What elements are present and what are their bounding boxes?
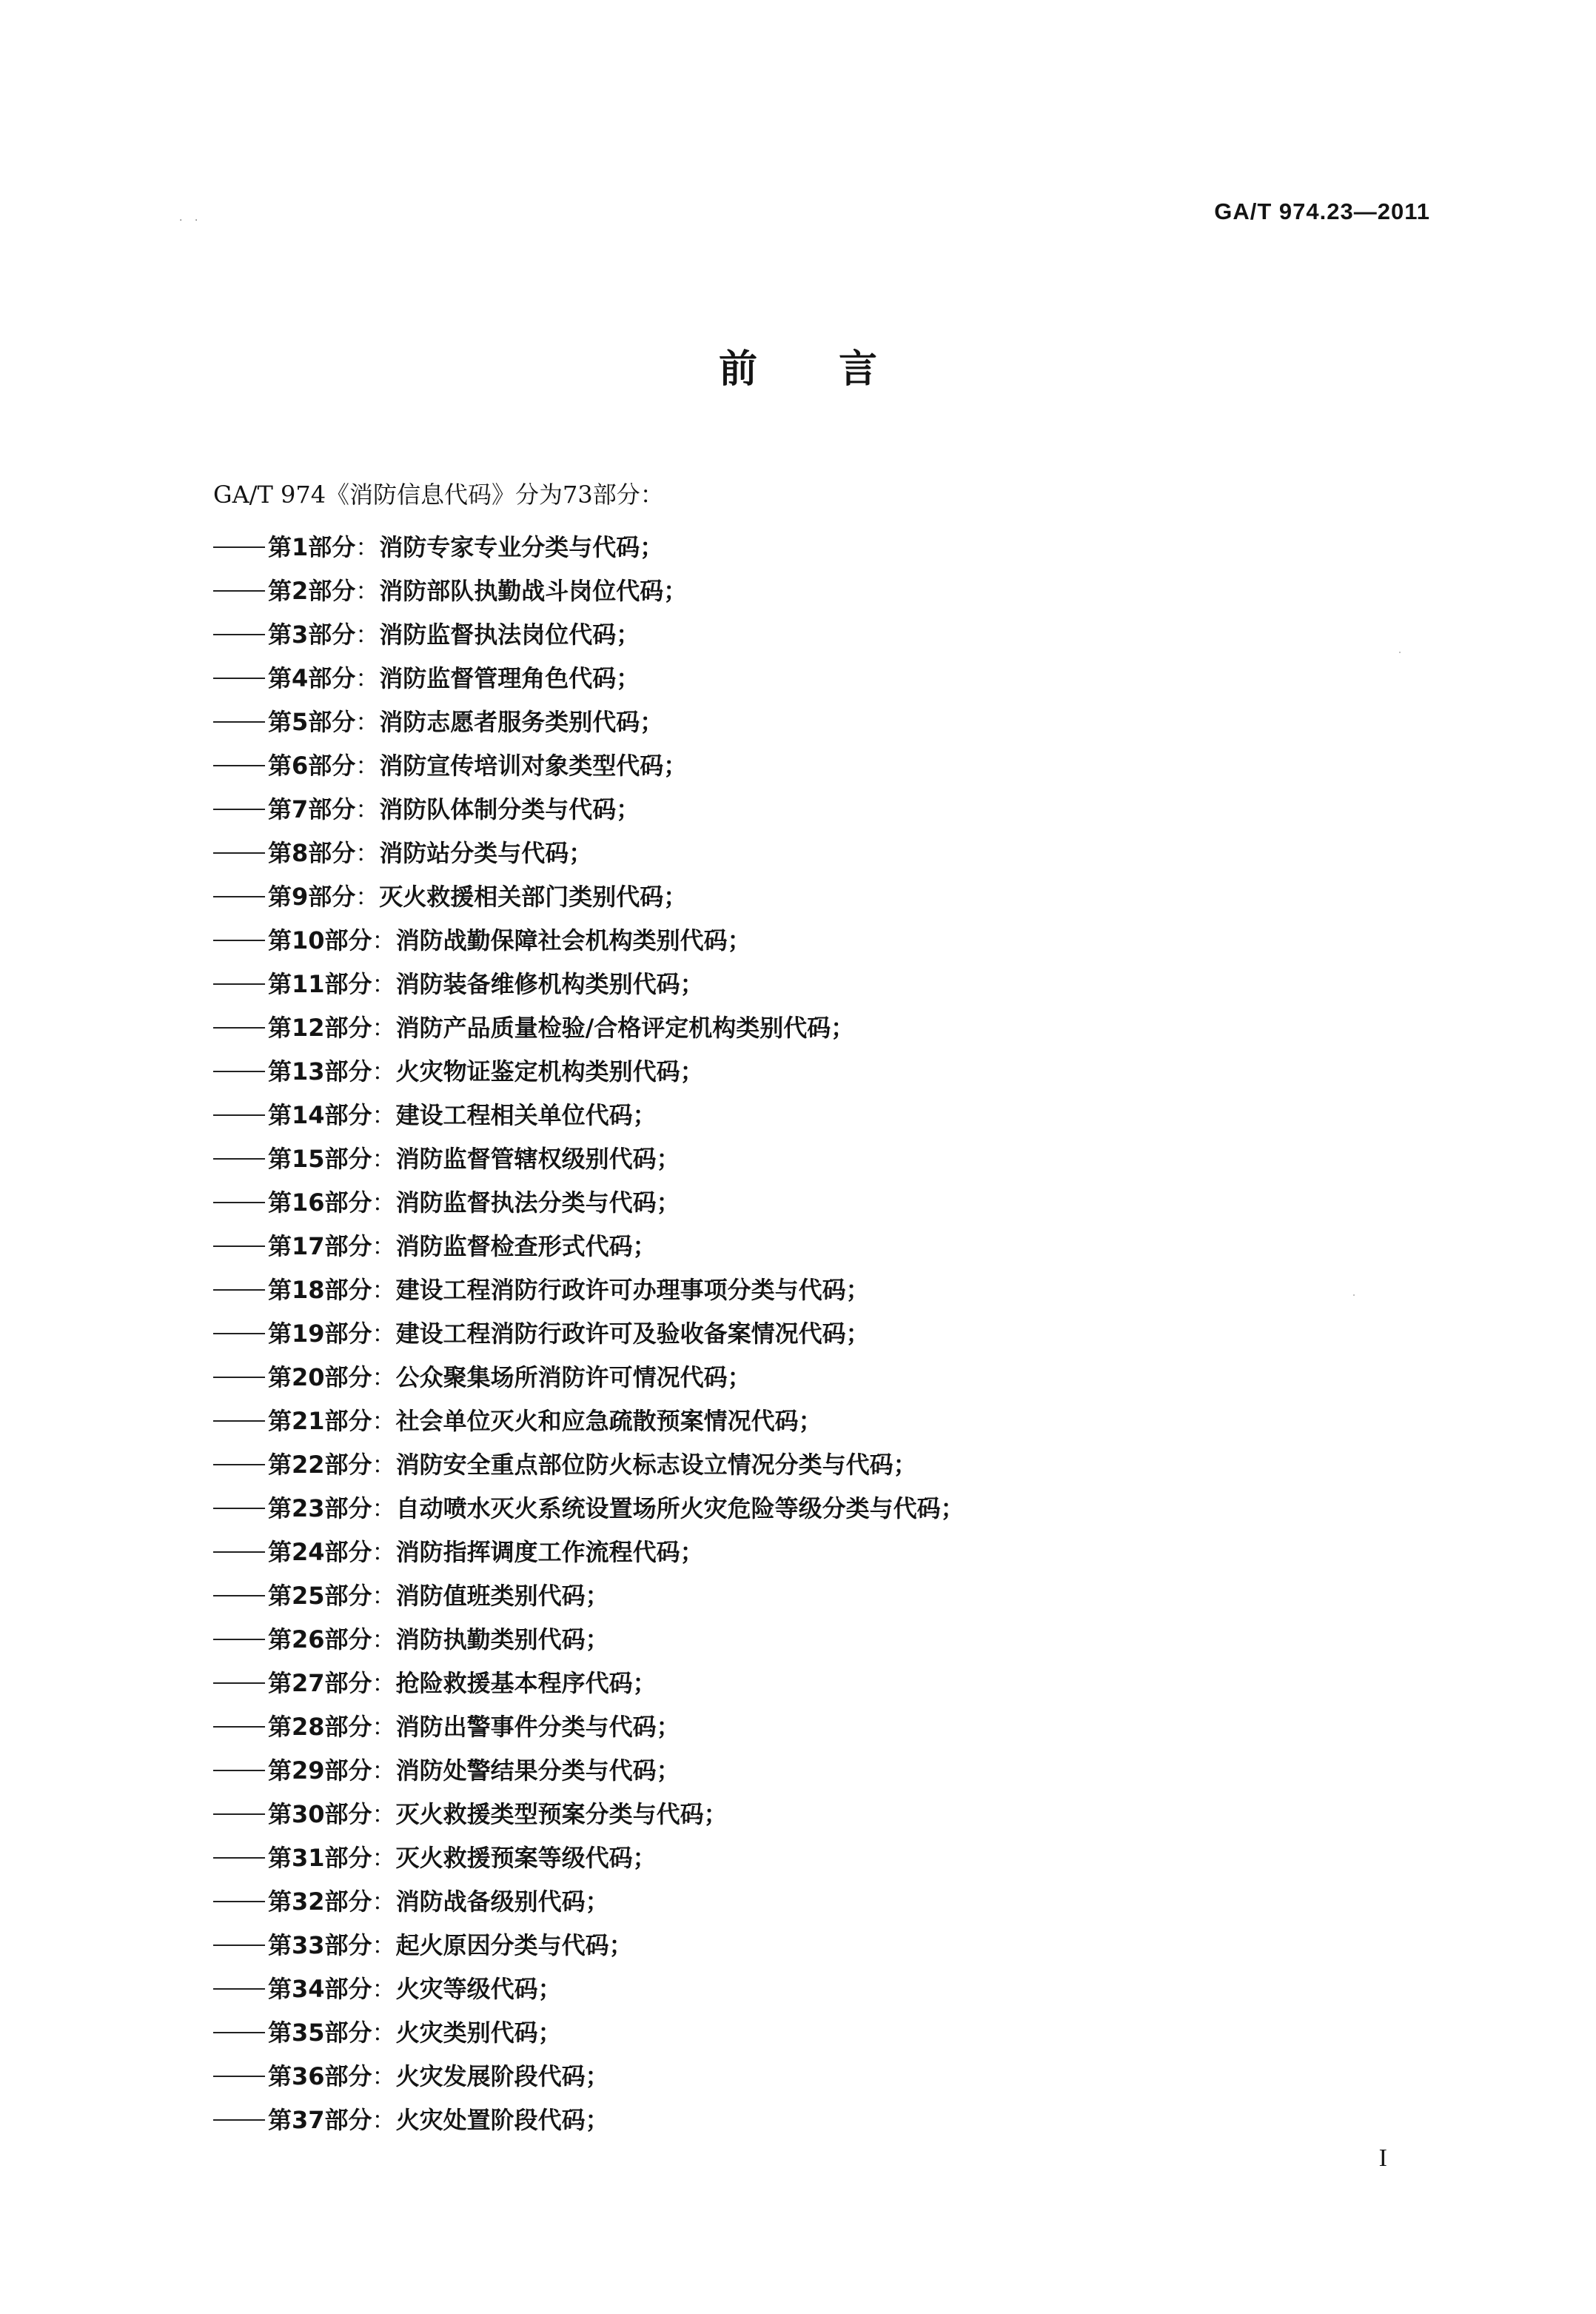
part-title: 建设工程消防行政许可办理事项分类与代码；: [395, 1276, 870, 1304]
part-list-item: [213, 2011, 965, 2055]
part-number-label: 第17部分: [268, 1232, 372, 1260]
part-list-item: [213, 1487, 965, 1531]
part-list-item: [213, 1050, 965, 1094]
part-separator: ：: [355, 839, 380, 867]
part-separator: ：: [355, 795, 380, 823]
part-title: 火灾类别代码；: [395, 2019, 562, 2047]
part-separator: ：: [355, 621, 380, 649]
em-dash-marker: [213, 809, 265, 810]
part-title: 消防执勤类别代码；: [395, 1625, 609, 1653]
em-dash-marker: [213, 765, 265, 766]
part-number-label: 第24部分: [268, 1538, 372, 1566]
part-separator: ：: [372, 1494, 396, 1522]
part-separator: ：: [372, 1188, 396, 1217]
part-separator: ：: [372, 1057, 396, 1086]
part-list-item: [213, 657, 965, 700]
part-title: 消防宣传培训对象类型代码；: [379, 752, 688, 780]
part-title: 抢险救援基本程序代码；: [395, 1669, 657, 1697]
part-number-label: 第5部分: [268, 708, 356, 736]
part-title: 建设工程相关单位代码；: [395, 1101, 657, 1129]
part-title: 消防战勤保障社会机构类别代码；: [395, 926, 751, 954]
part-separator: ：: [372, 1014, 396, 1042]
part-number-label: 第31部分: [268, 1844, 372, 1872]
part-list-item: [213, 875, 965, 919]
em-dash-marker: [213, 634, 265, 635]
part-number-label: 第12部分: [268, 1014, 372, 1042]
em-dash-marker: [213, 1245, 265, 1247]
part-number-label: 第33部分: [268, 1931, 372, 1959]
part-separator: ：: [372, 1538, 396, 1566]
em-dash-marker: [213, 1464, 265, 1465]
part-separator: ：: [372, 1800, 396, 1828]
part-title: 社会单位灭火和应急疏散预案情况代码；: [395, 1407, 822, 1435]
part-separator: ：: [372, 970, 396, 998]
part-number-label: 第19部分: [268, 1320, 372, 1348]
em-dash-marker: [213, 2076, 265, 2077]
part-title: 火灾物证鉴定机构类别代码；: [395, 1057, 704, 1086]
em-dash-marker: [213, 1071, 265, 1072]
part-list-item: [213, 788, 965, 832]
part-list-item: [213, 1181, 965, 1225]
part-list-item: [213, 1793, 965, 1836]
part-list-item: [213, 1618, 965, 1662]
part-number-label: 第25部分: [268, 1582, 372, 1610]
part-separator: ：: [372, 1101, 396, 1129]
part-list-item: [213, 1443, 965, 1487]
part-separator: ：: [372, 2106, 396, 2134]
part-title: 火灾等级代码；: [395, 1975, 562, 2003]
part-number-label: 第35部分: [268, 2019, 372, 2047]
part-title: 消防队体制分类与代码；: [379, 795, 640, 823]
part-list-item: [213, 569, 965, 613]
part-list-item: [213, 613, 965, 657]
part-list-item: [213, 1967, 965, 2011]
part-number-label: 第23部分: [268, 1494, 372, 1522]
part-title: 消防装备维修机构类别代码；: [395, 970, 704, 998]
part-title: 消防值班类别代码；: [395, 1582, 609, 1610]
part-separator: ：: [372, 2019, 396, 2047]
part-number-label: 第22部分: [268, 1451, 372, 1479]
em-dash-marker: [213, 1158, 265, 1160]
part-title: 消防监督管辖权级别代码；: [395, 1145, 680, 1173]
part-separator: ：: [355, 533, 380, 561]
scan-artifact-marks: · ·: [179, 215, 203, 227]
part-list-item: [213, 1268, 965, 1312]
part-list-item: [213, 2055, 965, 2099]
part-number-label: 第27部分: [268, 1669, 372, 1697]
part-title: 消防指挥调度工作流程代码；: [395, 1538, 704, 1566]
part-separator: ：: [355, 664, 380, 692]
part-separator: ：: [372, 1407, 396, 1435]
em-dash-marker: [213, 590, 265, 592]
part-separator: ：: [372, 1844, 396, 1872]
page-number: I: [1378, 2144, 1387, 2172]
part-separator: ：: [372, 926, 396, 954]
part-separator: ：: [372, 1756, 396, 1785]
part-list-item: [213, 1836, 965, 1880]
part-number-label: 第13部分: [268, 1057, 372, 1086]
standard-code-header: GA/T 974.23—2011: [1214, 198, 1430, 224]
part-list-item: [213, 700, 965, 744]
em-dash-marker: [213, 1202, 265, 1203]
part-title: 消防监督管理角色代码；: [379, 664, 640, 692]
em-dash-marker: [213, 1595, 265, 1596]
em-dash-marker: [213, 1114, 265, 1116]
em-dash-marker: [213, 2032, 265, 2033]
part-title: 建设工程消防行政许可及验收备案情况代码；: [395, 1320, 870, 1348]
em-dash-marker: [213, 1508, 265, 1509]
part-title: 公众聚集场所消防许可情况代码；: [395, 1363, 751, 1391]
part-list-item: [213, 1400, 965, 1443]
part-separator: ：: [355, 883, 380, 911]
part-number-label: 第2部分: [268, 577, 356, 605]
part-separator: ：: [372, 1887, 396, 1916]
em-dash-marker: [213, 1988, 265, 1990]
part-title: 起火原因分类与代码；: [395, 1931, 633, 1959]
part-separator: ：: [372, 1276, 396, 1304]
part-title: 消防处警结果分类与代码；: [395, 1756, 680, 1785]
em-dash-marker: [213, 896, 265, 897]
em-dash-marker: [213, 1857, 265, 1859]
part-title: 消防产品质量检验/合格评定机构类别代码；: [395, 1014, 855, 1042]
part-separator: ：: [372, 1713, 396, 1741]
em-dash-marker: [213, 1901, 265, 1902]
part-title: 消防监督检查形式代码；: [395, 1232, 657, 1260]
part-separator: ：: [372, 1931, 396, 1959]
part-separator: ：: [372, 1320, 396, 1348]
part-title: 消防志愿者服务类别代码；: [379, 708, 664, 736]
part-title: 消防站分类与代码；: [379, 839, 593, 867]
part-list-item: [213, 919, 965, 963]
part-title: 自动喷水灭火系统设置场所火灾危险等级分类与代码；: [395, 1494, 965, 1522]
part-list-item: [213, 1705, 965, 1749]
part-list-item: [213, 2099, 965, 2142]
em-dash-marker: [213, 1377, 265, 1378]
em-dash-marker: [213, 1945, 265, 1946]
part-number-label: 第21部分: [268, 1407, 372, 1435]
em-dash-marker: [213, 983, 265, 985]
part-list-item: [213, 1094, 965, 1137]
part-list-item: [213, 1531, 965, 1574]
part-title: 消防部队执勤战斗岗位代码；: [379, 577, 688, 605]
part-list-item: [213, 832, 965, 875]
em-dash-marker: [213, 1682, 265, 1684]
part-number-label: 第37部分: [268, 2106, 372, 2134]
parts-list: [213, 526, 965, 2142]
em-dash-marker: [213, 2119, 265, 2121]
part-separator: ：: [372, 1451, 396, 1479]
part-separator: ：: [355, 752, 380, 780]
part-list-item: [213, 1749, 965, 1793]
part-title: 消防专家专业分类与代码；: [379, 533, 664, 561]
part-separator: ：: [372, 1975, 396, 2003]
part-title: 灭火救援相关部门类别代码；: [379, 883, 688, 911]
em-dash-marker: [213, 1726, 265, 1728]
part-list-item: [213, 1356, 965, 1400]
part-number-label: 第18部分: [268, 1276, 372, 1304]
part-title: 灭火救援预案等级代码；: [395, 1844, 657, 1872]
page-title: 前言: [718, 347, 959, 392]
part-separator: ：: [355, 708, 380, 736]
part-separator: ：: [372, 1669, 396, 1697]
part-number-label: 第36部分: [268, 2062, 372, 2090]
part-title: 消防出警事件分类与代码；: [395, 1713, 680, 1741]
em-dash-marker: [213, 1289, 265, 1291]
part-separator: ：: [372, 1363, 396, 1391]
part-list-item: [213, 1137, 965, 1181]
part-number-label: 第29部分: [268, 1756, 372, 1785]
em-dash-marker: [213, 1770, 265, 1771]
part-list-item: [213, 1880, 965, 1924]
part-separator: ：: [372, 1145, 396, 1173]
em-dash-marker: [213, 546, 265, 548]
em-dash-marker: [213, 1813, 265, 1815]
intro-paragraph: GA/T 974《消防信息代码》分为73部分：: [213, 481, 664, 509]
part-number-label: 第26部分: [268, 1625, 372, 1653]
em-dash-marker: [213, 1333, 265, 1334]
em-dash-marker: [213, 852, 265, 854]
part-title: 消防监督执法分类与代码；: [395, 1188, 680, 1217]
em-dash-marker: [213, 1639, 265, 1640]
part-list-item: [213, 744, 965, 788]
part-number-label: 第15部分: [268, 1145, 372, 1173]
part-number-label: 第9部分: [268, 883, 356, 911]
part-title: 灭火救援类型预案分类与代码；: [395, 1800, 728, 1828]
part-number-label: 第3部分: [268, 621, 356, 649]
em-dash-marker: [213, 1027, 265, 1029]
part-separator: ：: [355, 577, 380, 605]
part-separator: ：: [372, 1232, 396, 1260]
em-dash-marker: [213, 721, 265, 723]
part-list-item: [213, 1574, 965, 1618]
scan-speck: [1353, 1294, 1355, 1296]
part-list-item: [213, 1006, 965, 1050]
part-number-label: 第1部分: [268, 533, 356, 561]
part-separator: ：: [372, 1582, 396, 1610]
part-number-label: 第7部分: [268, 795, 356, 823]
part-title: 消防安全重点部位防火标志设立情况分类与代码；: [395, 1451, 917, 1479]
part-list-item: [213, 963, 965, 1006]
part-separator: ：: [372, 2062, 396, 2090]
em-dash-marker: [213, 940, 265, 941]
part-separator: ：: [372, 1625, 396, 1653]
part-number-label: 第30部分: [268, 1800, 372, 1828]
part-list-item: [213, 1924, 965, 1967]
part-number-label: 第6部分: [268, 752, 356, 780]
part-number-label: 第28部分: [268, 1713, 372, 1741]
part-number-label: 第34部分: [268, 1975, 372, 2003]
part-list-item: [213, 1662, 965, 1705]
part-title: 火灾处置阶段代码；: [395, 2106, 609, 2134]
part-number-label: 第20部分: [268, 1363, 372, 1391]
part-number-label: 第10部分: [268, 926, 372, 954]
part-number-label: 第14部分: [268, 1101, 372, 1129]
part-number-label: 第16部分: [268, 1188, 372, 1217]
part-number-label: 第8部分: [268, 839, 356, 867]
part-number-label: 第32部分: [268, 1887, 372, 1916]
part-title: 消防战备级别代码；: [395, 1887, 609, 1916]
part-title: 火灾发展阶段代码；: [395, 2062, 609, 2090]
scan-speck: [1399, 652, 1401, 653]
em-dash-marker: [213, 1420, 265, 1422]
part-number-label: 第11部分: [268, 970, 372, 998]
part-number-label: 第4部分: [268, 664, 356, 692]
part-title: 消防监督执法岗位代码；: [379, 621, 640, 649]
em-dash-marker: [213, 678, 265, 679]
part-list-item: [213, 1312, 965, 1356]
em-dash-marker: [213, 1551, 265, 1553]
part-list-item: [213, 526, 965, 569]
part-list-item: [213, 1225, 965, 1268]
